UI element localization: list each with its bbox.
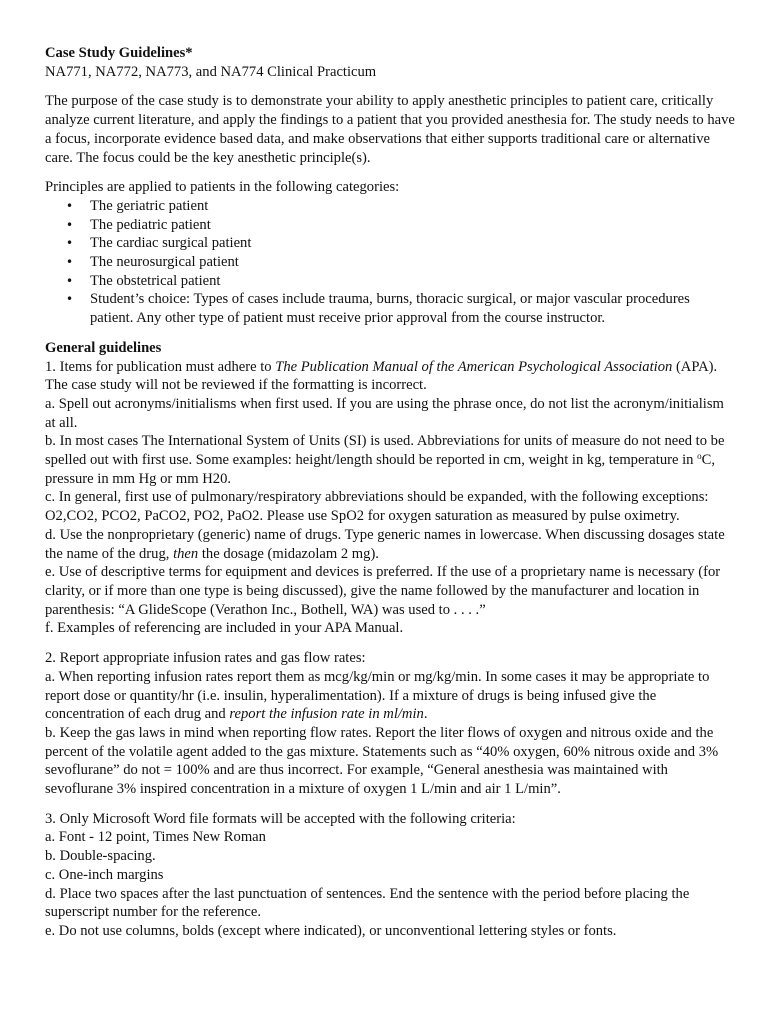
apa-manual-title: The Publication Manual of the American Psychological Association [275, 358, 673, 375]
list-item: • The pediatric patient [90, 216, 735, 235]
guideline-1d-text-end: the dosage (midazolam 2 mg). [198, 545, 379, 562]
guideline-2b: b. Keep the gas laws in mind when reporting flow rates. Report the liter flows of oxygen and nitrous oxide and the percent of the volatile agent added to the gas mixture. Statements such as “40% oxygen, 60% nitrous oxide and 3% sevoflurane” do not = 100% and are thus incorrect. For example, “General anesthesia was maintained with sevoflurane 3% inspired concentration in a mixture of oxygen 1 L/min and air 1 L/min”. [45, 724, 719, 798]
guideline-2a [45, 668, 735, 724]
guideline-3b: b. Double-spacing. [45, 848, 156, 865]
guideline-1d [45, 526, 735, 563]
guideline-1e: e. Use of descriptive terms for equipment and devices is preferred. If the use of a proprietary name is necessary (for clarity, or if more than one type is being discussed), give the name followed by the manufacturer and location in parenthesis: “A GlideScope (Verathon Inc., Bothell, WA) was used to . . . .” [45, 564, 721, 618]
guideline-1b-text-end: C, pressure in mm Hg or mm H20. [45, 452, 716, 487]
guideline-1b-text: b. In most cases The International System of Units (SI) is used. Abbreviations for units of measure do not need to be spelled out with first use. Some examples: height/length should be reported in cm, weight in kg, temperature in [45, 433, 725, 469]
item1-text-end: (APA). The case study will not be reviewed if the formatting is incorrect. [45, 358, 718, 394]
document-title: Case Study Guidelines* [45, 45, 193, 61]
list-item: • Student’s choice: Types of cases include trauma, burns, thoracic surgical, or major vascular procedures patient. Any other type of patient must receive prior approval from the course instructor. [90, 290, 735, 327]
guideline-1b [45, 432, 735, 488]
principles-list [45, 197, 735, 328]
degree-superscript: o [697, 451, 702, 462]
guideline-2a-text-end: . [423, 706, 428, 723]
item1-text: 1. Items for publication must adhere to [45, 358, 276, 375]
list-item: • The geriatric patient [90, 197, 735, 216]
guideline-3d: d. Place two spaces after the last punctuation of sentences. End the sentence with the period before placing the superscript number for the reference. [45, 885, 690, 921]
guideline-3e: e. Do not use columns, bolds (except where indicated), or unconventional lettering styles or fonts. [45, 922, 617, 939]
section-2-heading: 2. Report appropriate infusion rates and gas flow rates: [45, 650, 366, 667]
guideline-1f: f. Examples of referencing are included in your APA Manual. [45, 620, 404, 637]
course-list: NA771, NA772, NA773, and NA774 Clinical Practicum [45, 63, 377, 80]
guideline-1d-text: d. Use the nonproprietary (generic) name of drugs. Type generic names in lowercase. When discussing dosages state the name of the drug, [45, 526, 725, 562]
list-item: • The neurosurgical patient [90, 253, 735, 272]
document-page [45, 44, 735, 941]
intro-paragraph: The purpose of the case study is to demonstrate your ability to apply anesthetic principles to patient care, critically analyze current literature, and apply the findings to a patient that you provided anesthesia for. The study needs to have a focus, incorporate evidence based data, and make observations that either supports traditional care or alternative care. The focus could be the key anesthetic principle(s). [45, 93, 735, 166]
guideline-3c: c. One-inch margins [45, 866, 164, 883]
guideline-2a-text: a. When reporting infusion rates report them as mcg/kg/min or mg/kg/min. In some cases it may be appropriate to report dose or quantity/hr (i.e. insulin, hyperalimentation). If a mixture of drugs is being infused give the concentration of each drug and [45, 668, 710, 723]
guideline-item-1 [45, 358, 735, 395]
list-item: • The cardiac surgical patient [90, 234, 735, 253]
section-3-heading: 3. Only Microsoft Word file formats will be accepted with the following criteria: [45, 810, 516, 827]
then-emphasis: then [173, 545, 199, 562]
guideline-1a: a. Spell out acronyms/initialisms when first used. If you are using the phrase once, do not list the acronym/initialism at all. [45, 395, 724, 431]
guideline-3a: a. Font - 12 point, Times New Roman [45, 829, 266, 846]
general-guidelines-heading: General guidelines [45, 339, 162, 356]
list-item: • The obstetrical patient [90, 272, 735, 291]
guideline-1c: c. In general, first use of pulmonary/respiratory abbreviations should be expanded, with the following exceptions: O2,CO2, PCO2, PaCO2, PO2, PaO2. Please use SpO2 for oxygen saturation as measured by pulse oximetry. [45, 489, 709, 525]
principles-lead: Principles are applied to patients in the following categories: [45, 179, 400, 196]
infusion-rate-emphasis: report the infusion rate in ml/min [229, 706, 424, 723]
